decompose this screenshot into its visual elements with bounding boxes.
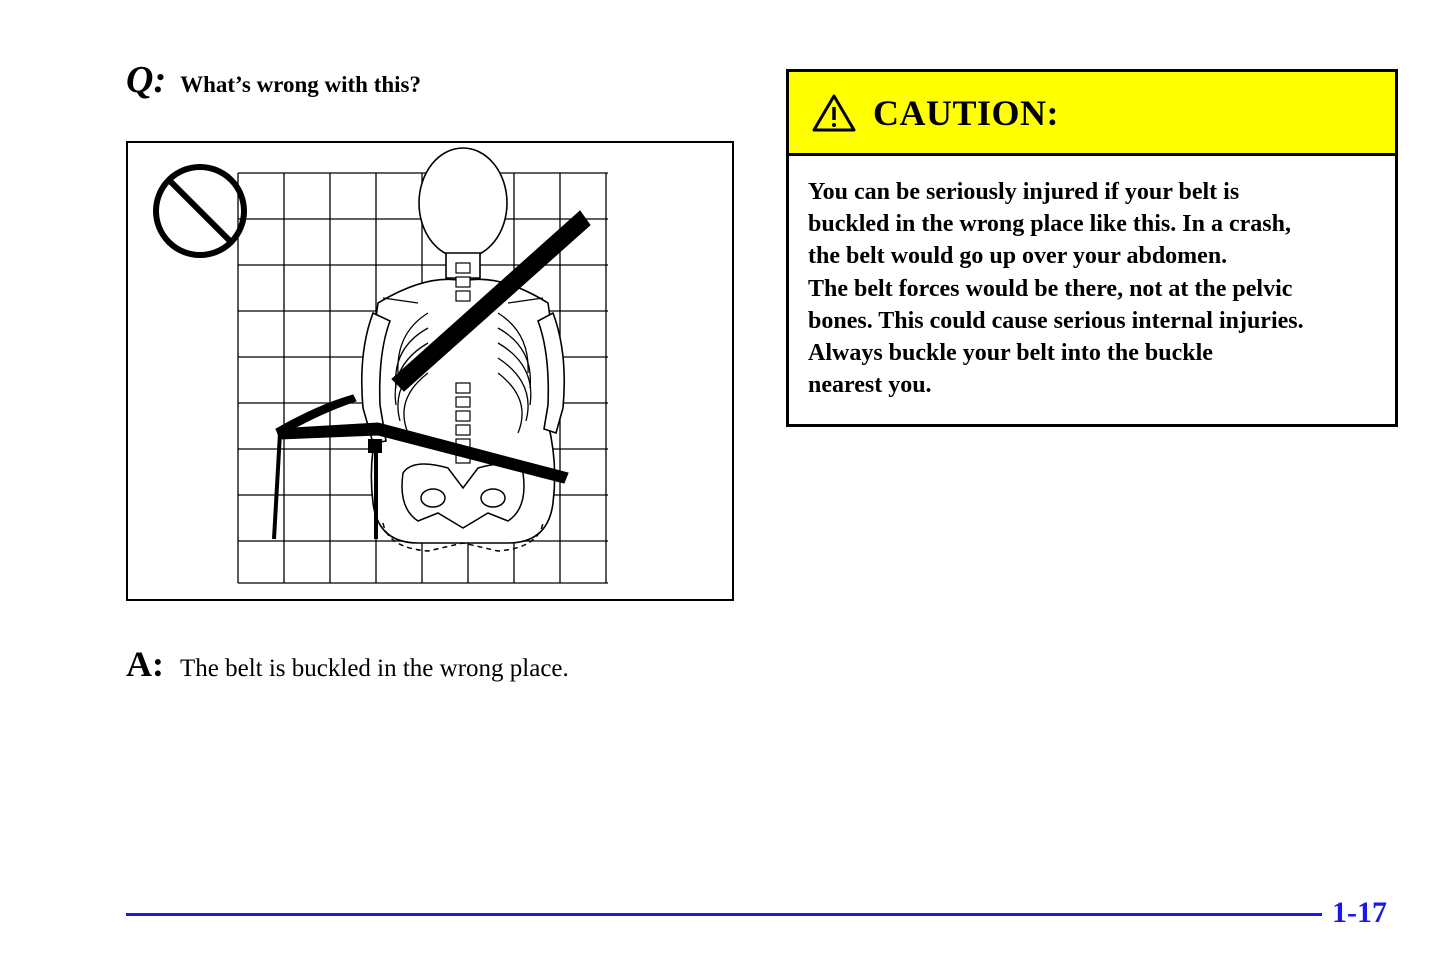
caution-line: bones. This could cause serious internal injuries. <box>808 307 1304 334</box>
warning-triangle-icon <box>811 93 857 133</box>
caution-line: Always buckle your belt into the buckle <box>808 340 1213 367</box>
answer-text: The belt is buckled in the wrong place. <box>180 655 569 682</box>
buckle-icon <box>368 439 382 453</box>
caution-header <box>789 72 1395 156</box>
page-number: 1-17 <box>1332 896 1387 929</box>
skeleton-figure <box>362 148 565 543</box>
caution-line: the belt would go up over your abdomen. <box>808 243 1228 270</box>
prohibition-icon <box>156 167 244 255</box>
question <box>126 58 421 102</box>
caution-line: buckled in the wrong place like this. In a crash, <box>808 211 1291 238</box>
caution-text <box>789 156 1395 401</box>
caution-title: CAUTION: <box>873 92 1060 133</box>
caution-line: nearest you. <box>808 372 932 399</box>
question-mark-label: Q: <box>126 59 167 101</box>
skeleton-illustration <box>128 143 732 599</box>
caution-box <box>786 69 1398 427</box>
question-text: What’s wrong with this? <box>180 72 422 97</box>
answer-mark-label: A: <box>126 644 164 684</box>
caution-line: The belt forces would be there, not at the pelvic <box>808 275 1293 302</box>
footer-rule <box>126 913 1322 916</box>
caution-line: You can be seriously injured if your belt is <box>808 179 1240 205</box>
seat-belt-illustration <box>126 141 734 601</box>
answer <box>126 643 569 685</box>
